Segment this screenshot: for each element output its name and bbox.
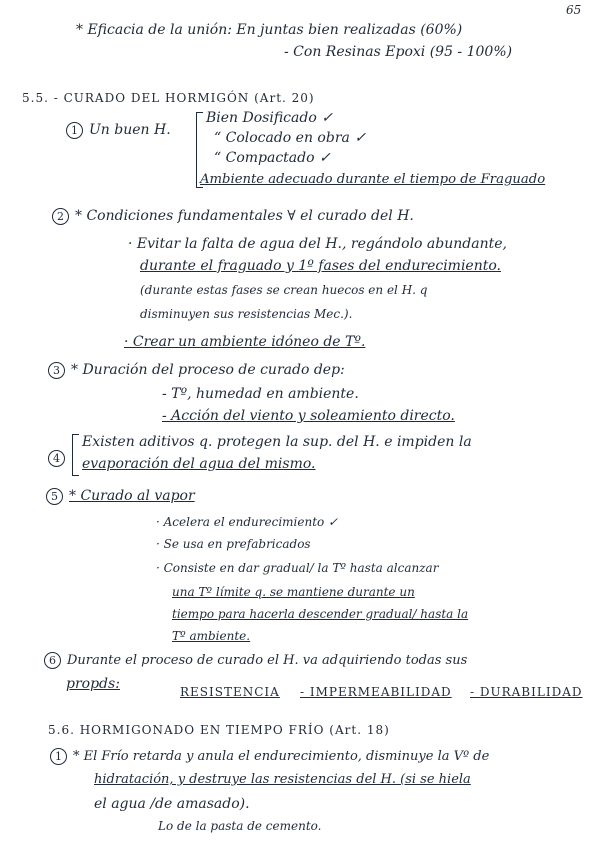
item-number: 6 (44, 652, 61, 669)
item-4-line: evaporación del agua del mismo. (82, 456, 316, 472)
item-1-line: “ Colocado en obra ✓ (214, 130, 367, 146)
item-6-line: propds: (66, 676, 120, 692)
item-5-line: tiempo para hacerla descender gradual/ hasta la (172, 607, 469, 621)
section-5-6-line: hidratación, y destruye las resistencias del H. (si se hiela (94, 772, 471, 787)
section-5-6-note: Lo de la pasta de cemento. (158, 819, 322, 833)
property-resistencia: RESISTENCIA (180, 685, 280, 699)
item-1-line: Ambiente adecuado durante el tiempo de Fraguado (200, 172, 546, 187)
item-5-line: · Consiste en dar gradual/ la Tº hasta alcanzar (156, 561, 439, 575)
item-5-line: una Tº límite q. se mantiene durante un (172, 585, 415, 599)
item-2-bullet-line: · Evitar la falta de agua del H., regándolo abundante, (128, 236, 507, 252)
item-2-bullet-line: disminuyen sus resistencias Mec.). (140, 307, 353, 321)
item-number: 5 (46, 488, 63, 505)
item-6-row (44, 652, 467, 669)
section-5-6-line: el agua /de amasado). (94, 796, 250, 812)
top-line-1: * Eficacia de la unión: En juntas bien realizadas (60%) (76, 22, 463, 38)
section-5-6-line: * El Frío retarda y anula el endurecimiento, disminuye la Vº de (73, 749, 490, 764)
item-5-line: · Se usa en prefabricados (156, 537, 311, 551)
item-5-line: · Acelera el endurecimiento ✓ (156, 515, 339, 529)
item-6-line: Durante el proceso de curado el H. va adquiriendo todas sus (67, 653, 468, 668)
item-3-line: - Acción del viento y soleamiento directo. (162, 408, 455, 424)
item-2-title-row (52, 208, 414, 225)
item-2-title: * Condiciones fundamentales ∀ el curado del H. (75, 208, 414, 224)
property-durabilidad: - DURABILIDAD (470, 685, 583, 699)
top-line-2: - Con Resinas Epoxi (95 - 100%) (284, 44, 513, 60)
brace (72, 434, 79, 476)
item-number: 4 (48, 450, 65, 467)
item-2-bullet-line: durante el fraguado y 1º fases del endurecimiento. (140, 258, 501, 274)
item-1-label: Un buen H. (89, 122, 171, 138)
item-1-line: Bien Dosificado ✓ (206, 110, 333, 126)
item-2-bullet-line: (durante estas fases se crean huecos en el H. q (140, 283, 428, 297)
item-2-bullet-2: · Crear un ambiente idóneo de Tº. (124, 334, 366, 350)
item-3-title: * Duración del proceso de curado dep: (71, 362, 345, 378)
page-number: 65 (566, 3, 582, 17)
item-1-line: “ Compactado ✓ (214, 150, 331, 166)
section-5-5-heading: 5.5. - CURADO DEL HORMIGÓN (Art. 20) (22, 91, 315, 105)
item-4-line: Existen aditivos q. protegen la sup. del H. e impiden la (82, 434, 472, 450)
item-number: 2 (52, 208, 69, 225)
item-number: 3 (48, 362, 65, 379)
item-3-title-row (48, 362, 345, 379)
item-number: 1 (66, 122, 83, 139)
property-impermeabilidad: - IMPERMEABILIDAD (300, 685, 452, 699)
item-1-label-row (66, 122, 171, 139)
item-3-line: - Tº, humedad en ambiente. (162, 386, 359, 402)
item-5-title: * Curado al vapor (69, 488, 195, 504)
section-5-6-item-1-row (50, 748, 489, 765)
item-5-title-row (46, 488, 195, 505)
item-5-line: Tº ambiente. (172, 629, 251, 643)
item-4-number-row (48, 450, 71, 467)
section-5-6-heading: 5.6. HORMIGONADO EN TIEMPO FRÍO (Art. 18) (48, 723, 390, 737)
item-number: 1 (50, 748, 67, 765)
